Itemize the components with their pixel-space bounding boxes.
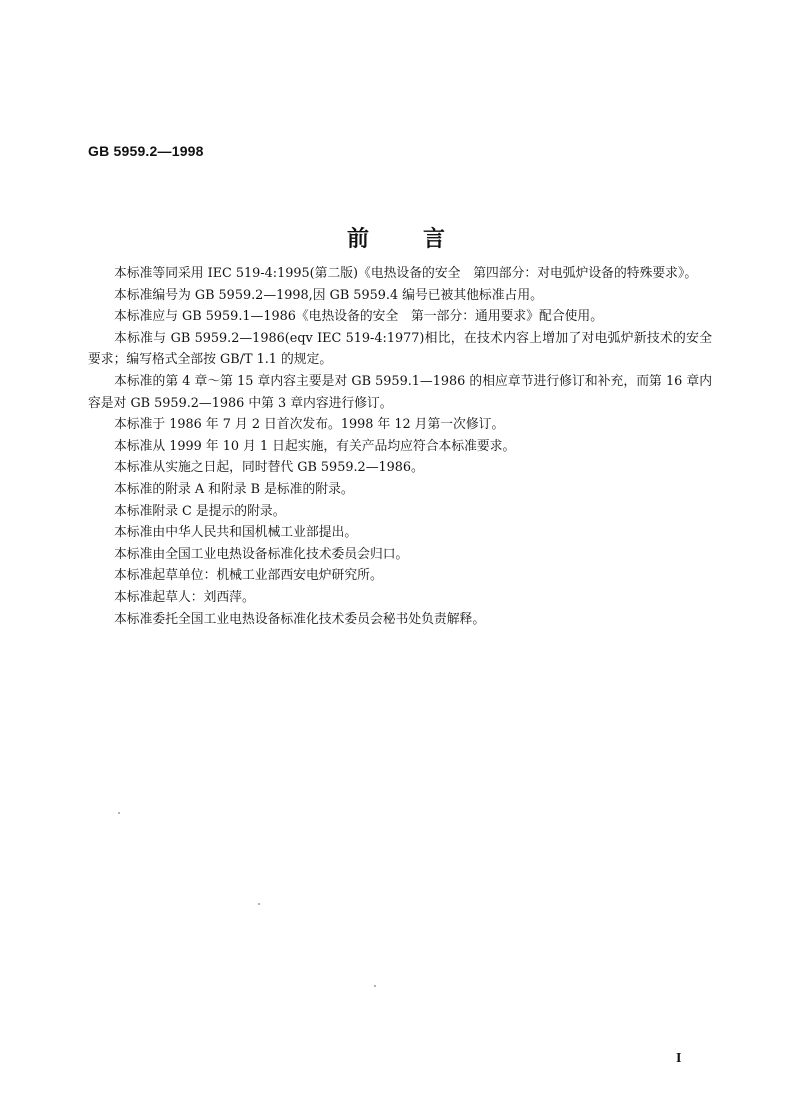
scan-speck <box>258 903 260 905</box>
paragraph-drafting-unit: 本标准起草单位：机械工业部西安电炉研究所。 <box>114 568 383 584</box>
paragraph-chapter-content: 本标准的第 4 章～第 15 章内容主要是对 GB 5959.1—1986 的相应章节进行修订和补充，而第 16 章内容是对 GB 5959.2—1986 中第 3 章内容进行修订。 <box>88 373 712 411</box>
page-title <box>0 222 792 253</box>
paragraph-drafter: 本标准起草人：刘西萍。 <box>114 589 255 605</box>
foreword-body <box>88 263 712 630</box>
paragraph-numbering: 本标准编号为 GB 5959.2—1998,因 GB 5959.4 编号已被其他标准占用。 <box>114 287 543 303</box>
title-char-1: 前 <box>346 227 369 252</box>
paragraph-administrator: 本标准由全国工业电热设备标准化技术委员会归口。 <box>114 546 409 562</box>
scan-speck <box>118 812 120 814</box>
paragraph-normative-annex: 本标准的附录 A 和附录 B 是标准的附录。 <box>114 481 354 497</box>
title-char-2: 言 <box>423 227 446 252</box>
paragraph-proposer: 本标准由中华人民共和国机械工业部提出。 <box>114 525 358 541</box>
paragraph-companion-standard: 本标准应与 GB 5959.1—1986《电热设备的安全 第一部分：通用要求》配合使用。 <box>114 309 604 325</box>
page-number: I <box>676 1051 682 1066</box>
paragraph-interpretation: 本标准委托全国工业电热设备标准化技术委员会秘书处负责解释。 <box>114 611 486 627</box>
paragraph-publication-history: 本标准于 1986 年 7 月 2 日首次发布。1998 年 12 月第一次修订。 <box>114 417 505 433</box>
paragraph-effective-date: 本标准从 1999 年 10 月 1 日起实施，有关产品均应符合本标准要求。 <box>114 438 516 454</box>
standard-number: GB 5959.2—1998 <box>88 143 204 159</box>
scan-speck <box>374 985 376 987</box>
paragraph-adoption: 本标准等同采用 IEC 519-4:1995(第二版)《电热设备的安全 第四部分：对电弧炉设备的特殊要求》。 <box>114 266 698 281</box>
paragraph-comparison: 本标准与 GB 5959.2—1986(eqv IEC 519-4:1977)相比，在技术内容上增加了对电弧炉新技术的安全要求；编写格式全部按 GB/T 1.1 的规定。 <box>88 330 712 368</box>
paragraph-replacement: 本标准从实施之日起，同时替代 GB 5959.2—1986。 <box>114 460 424 476</box>
paragraph-informative-annex: 本标准附录 C 是提示的附录。 <box>114 503 286 519</box>
